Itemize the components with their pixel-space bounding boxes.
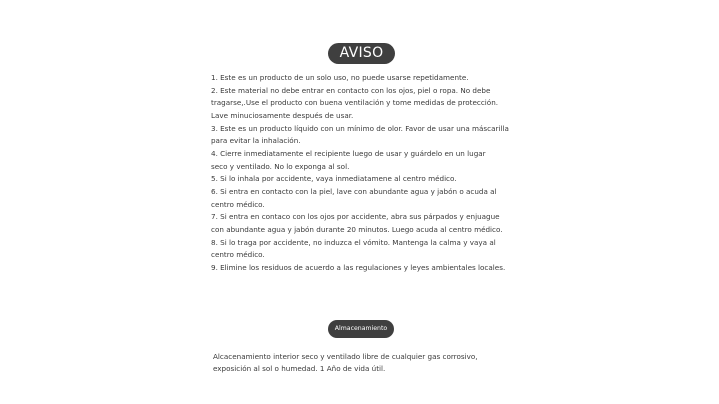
- aviso-line: 6. Si entra en contacto con la piel, lave con abundante agua y jabón o acuda al: [211, 186, 497, 196]
- aviso-line: 5. Si lo inhala por accidente, vaya inmediatamene al centro médico.: [211, 174, 457, 184]
- aviso-line: 2. Este material no debe entrar en contacto con los ojos, piel o ropa. No debe: [211, 85, 491, 95]
- aviso-line: para evitar la inhalación.: [211, 136, 301, 146]
- aviso-line: 8. Si lo traga por accidente, no induzca el vómito. Mantenga la calma y vaya al: [211, 237, 496, 247]
- almacenamiento-text: [213, 351, 513, 375]
- aviso-line: 4. Cierre inmediatamente el recipiente luego de usar y guárdelo en un lugar: [211, 148, 486, 158]
- aviso-line: centro médico.: [211, 199, 265, 209]
- aviso-line: 7. Si entra en contaco con los ojos por accidente, abra sus párpados y enjuague: [211, 212, 500, 222]
- aviso-line: 9. Elimine los residuos de acuerdo a las regulaciones y leyes ambientales locales.: [211, 262, 506, 272]
- aviso-line: Lave minuciosamente después de usar.: [211, 110, 354, 120]
- aviso-line: con abundante agua y jabón durante 20 minutos. Luego acuda al centro médico.: [211, 224, 503, 234]
- aviso-line: 1. Este es un producto de un solo uso, no puede usarse repetidamente.: [211, 73, 469, 82]
- aviso-line: tragarse,.Use el producto con buena ventilación y tome medidas de protección.: [211, 98, 499, 108]
- aviso-line: 3. Este es un producto líquido con un mínimo de olor. Favor de usar una máscarilla: [211, 123, 509, 133]
- aviso-list: [211, 72, 516, 275]
- almacenamiento-heading: Almacenamiento: [328, 320, 394, 338]
- almacenamiento-line: Alcacenamiento interior seco y ventilado libre de cualquier gas corrosivo,: [213, 352, 478, 361]
- aviso-line: seco y ventilado. No lo exponga al sol.: [211, 161, 350, 171]
- almacenamiento-line: exposición al sol o humedad. 1 Año de vida útil.: [213, 364, 386, 373]
- aviso-line: centro médico.: [211, 250, 265, 260]
- aviso-heading: AVISO: [328, 43, 395, 64]
